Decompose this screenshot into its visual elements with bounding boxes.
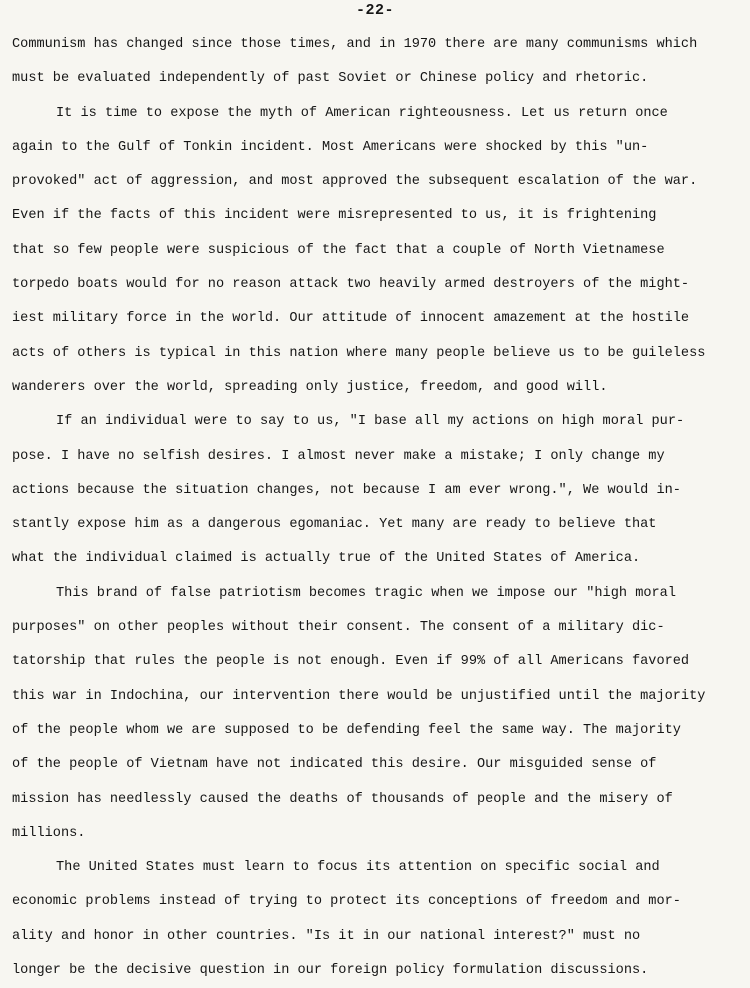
text-line: wanderers over the world, spreading only justice, freedom, and good will.	[12, 379, 608, 395]
text-line: purposes" on other peoples without their consent. The consent of a military dic-	[12, 620, 665, 636]
text-line: must be evaluated independently of past Soviet or Chinese policy and rhetoric.	[12, 71, 649, 87]
text-line: millions.	[12, 825, 86, 841]
text-line: that so few people were suspicious of the fact that a couple of North Vietnamese	[12, 242, 665, 258]
text-line: stantly expose him as a dangerous egomaniac. Yet many are ready to believe that	[12, 517, 657, 533]
text-line: economic problems instead of trying to protect its conceptions of freedom and mor-	[12, 894, 681, 910]
text-line: mission has needlessly caused the deaths of thousands of people and the misery of	[12, 791, 673, 807]
text-line: ality and honor in other countries. "Is it in our national interest?" must no	[12, 928, 641, 944]
text-line: pose. I have no selfish desires. I almost never make a mistake; I only change my	[12, 448, 665, 464]
text-line: tatorship that rules the people is not enough. Even if 99% of all Americans favored	[12, 654, 690, 670]
document-body	[12, 28, 734, 988]
text-line: this war in Indochina, our intervention there would be unjustified until the majority	[12, 688, 706, 704]
text-line: If an individual were to say to us, "I base all my actions on high moral pur-	[56, 414, 685, 430]
text-line: This brand of false patriotism becomes tragic when we impose our "high moral	[56, 585, 676, 601]
text-line: of the people whom we are supposed to be defending feel the same way. The majority	[12, 722, 681, 738]
text-line: provoked" act of aggression, and most approved the subsequent escalation of the war.	[12, 174, 698, 190]
text-line: torpedo boats would for no reason attack two heavily armed destroyers of the might-	[12, 277, 690, 293]
page-number: -22-	[355, 2, 394, 19]
text-line: iest military force in the world. Our attitude of innocent amazement at the hostile	[12, 311, 690, 327]
text-line: actions because the situation changes, not because I am ever wrong.", We would in-	[12, 482, 681, 498]
text-line: Even if the facts of this incident were misrepresented to us, it is frightening	[12, 208, 657, 224]
text-line: acts of others is typical in this nation where many people believe us to be guileless	[12, 345, 706, 361]
text-line: again to the Gulf of Tonkin incident. Most Americans were shocked by this "un-	[12, 139, 649, 155]
text-line: of the people of Vietnam have not indicated this desire. Our misguided sense of	[12, 757, 657, 773]
text-line: what the individual claimed is actually true of the United States of America.	[12, 551, 641, 567]
text-line: Communism has changed since those times, and in 1970 there are many communisms which	[12, 37, 698, 52]
text-line: It is time to expose the myth of American righteousness. Let us return once	[56, 105, 668, 121]
text-line: The United States must learn to focus its attention on specific social and	[56, 860, 660, 876]
text-line: longer be the decisive question in our foreign policy formulation discussions.	[12, 963, 649, 979]
